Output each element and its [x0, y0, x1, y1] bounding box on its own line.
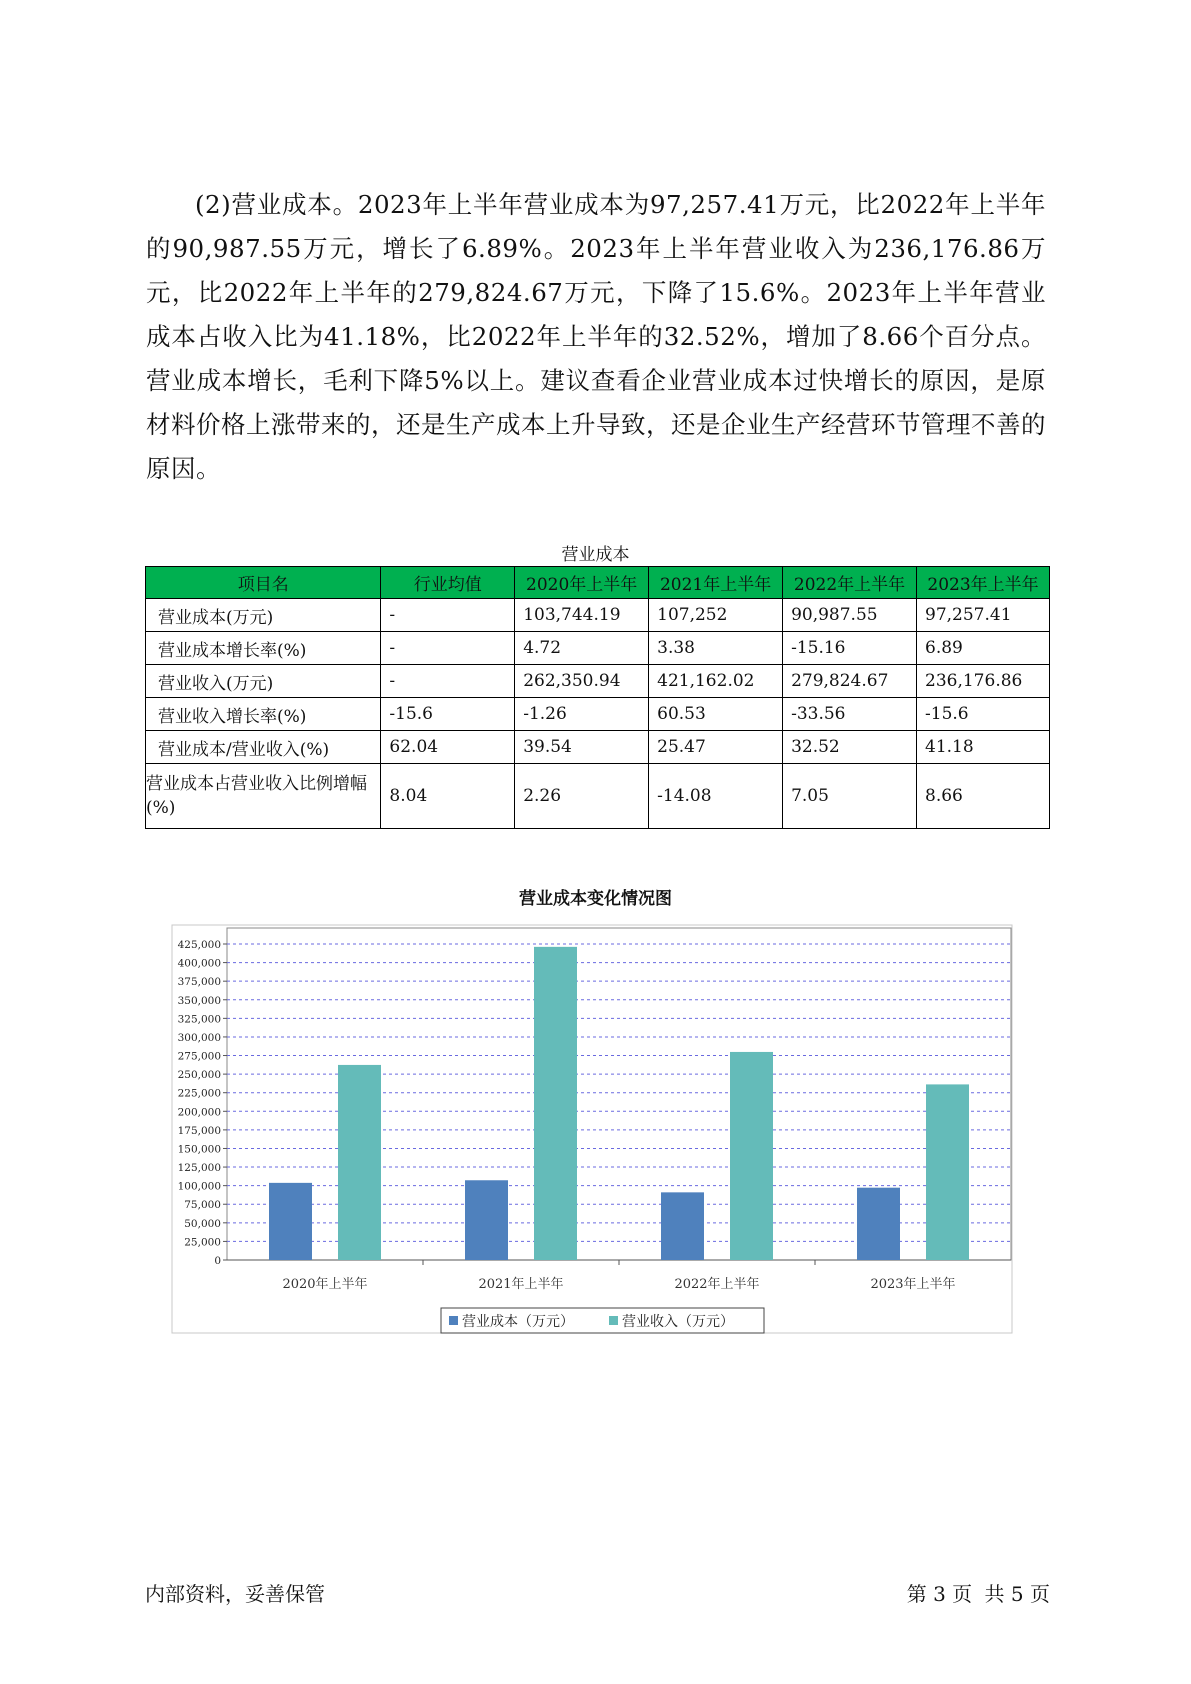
header-2020h1: 2020年上半年 — [515, 567, 649, 599]
row-label: 营业成本占营业收入比例增幅(%) — [146, 764, 381, 829]
table-cell: -1.26 — [515, 698, 649, 731]
bar-cost — [465, 1180, 508, 1260]
row-label: 营业成本/营业收入(%) — [146, 731, 381, 764]
table-cell: 103,744.19 — [515, 599, 649, 632]
footer-page-total: 共 5 页 — [984, 1582, 1050, 1606]
legend-swatch — [449, 1316, 458, 1325]
x-tick-label: 2022年上半年 — [674, 1277, 760, 1292]
y-tick-label: 75,000 — [184, 1199, 221, 1212]
bar-cost — [269, 1183, 312, 1260]
table-cell: -15.6 — [381, 698, 515, 731]
table-cell: 262,350.94 — [515, 665, 649, 698]
table-cell: 3.38 — [649, 632, 783, 665]
y-tick-label: 350,000 — [177, 994, 221, 1007]
header-2023h1: 2023年上半年 — [917, 567, 1050, 599]
table-cell: 6.89 — [917, 632, 1050, 665]
table-cell: - — [381, 632, 515, 665]
bar-cost — [857, 1188, 900, 1260]
y-tick-label: 125,000 — [177, 1162, 221, 1175]
header-2022h1: 2022年上半年 — [783, 567, 917, 599]
table-cell: 4.72 — [515, 632, 649, 665]
y-tick-label: 225,000 — [177, 1087, 221, 1100]
y-tick-label: 100,000 — [177, 1180, 221, 1193]
footer-confidential-note: 内部资料，妥善保管 — [145, 1582, 325, 1606]
y-tick-label: 325,000 — [177, 1013, 221, 1026]
table-cell: - — [381, 599, 515, 632]
header-industry-avg: 行业均值 — [381, 567, 515, 599]
bar-revenue — [730, 1052, 773, 1260]
body-paragraph: (2)营业成本。2023年上半年营业成本为97,257.41万元，比2022年上半年的90,987.55万元，增长了6.89%。2023年上半年营业收入为236,176.86万元，比2022年上半年的279,824.67万元，下降了15.6%。2023年上半年营业成本占收入比为41.18%，比2022年上半年的32.52%，增加了8.66个百分点。营业成本增长，毛利下降5%以上。建议查看企业营业成本过快增长的原因，是原材料价格上涨带来的，还是生产成本上升导致，还是企业生产经营环节管理不善的原因。 — [146, 190, 1046, 483]
table-cell: 62.04 — [381, 731, 515, 764]
footer-page-info — [907, 1578, 1050, 1607]
row-label: 营业成本(万元) — [146, 599, 381, 632]
y-tick-label: 150,000 — [177, 1143, 221, 1156]
row-label: 营业成本增长率(%) — [146, 632, 381, 665]
y-tick-label: 275,000 — [177, 1050, 221, 1063]
y-tick-label: 375,000 — [177, 976, 221, 989]
table-cell: 97,257.41 — [917, 599, 1050, 632]
footer-page-current: 第 3 页 — [906, 1582, 973, 1606]
legend-label: 营业收入（万元） — [622, 1314, 734, 1330]
table-cell: -14.08 — [649, 764, 783, 829]
chart-title: 营业成本变化情况图 — [519, 889, 672, 909]
row-label: 营业收入增长率(%) — [146, 698, 381, 731]
table-cell: 2.26 — [515, 764, 649, 829]
y-tick-label: 25,000 — [184, 1236, 221, 1249]
table-cell: -33.56 — [783, 698, 917, 731]
table-cell: 8.04 — [381, 764, 515, 829]
table-cell: - — [381, 665, 515, 698]
table-cell: 421,162.02 — [649, 665, 783, 698]
table-cell: 7.05 — [783, 764, 917, 829]
y-tick-label: 0 — [214, 1255, 221, 1267]
table-cell: 8.66 — [917, 764, 1050, 829]
bar-cost — [661, 1192, 704, 1260]
y-tick-label: 300,000 — [177, 1031, 221, 1044]
y-tick-label: 425,000 — [177, 939, 221, 951]
table-cell: 90,987.55 — [783, 599, 917, 632]
table-cell: 107,252 — [649, 599, 783, 632]
bar-revenue — [926, 1084, 969, 1260]
x-tick-label: 2023年上半年 — [870, 1277, 956, 1292]
table-caption: 营业成本 — [561, 545, 630, 565]
y-tick-label: 50,000 — [184, 1217, 221, 1230]
table-cell: 236,176.86 — [917, 665, 1050, 698]
legend-label: 营业成本（万元） — [462, 1314, 574, 1330]
table-cell: 279,824.67 — [783, 665, 917, 698]
header-2021h1: 2021年上半年 — [649, 567, 783, 599]
table-cell: 25.47 — [649, 731, 783, 764]
legend-swatch — [609, 1316, 618, 1325]
table-cell: -15.6 — [917, 698, 1050, 731]
table-cell: 39.54 — [515, 731, 649, 764]
table-cell: 41.18 — [917, 731, 1050, 764]
table-cell: 60.53 — [649, 698, 783, 731]
y-tick-label: 200,000 — [177, 1106, 221, 1119]
table-cell: 32.52 — [783, 731, 917, 764]
x-tick-label: 2021年上半年 — [478, 1277, 564, 1292]
y-tick-label: 400,000 — [177, 957, 221, 970]
x-tick-label: 2020年上半年 — [282, 1277, 368, 1292]
bar-revenue — [534, 947, 577, 1260]
row-label: 营业收入(万元) — [146, 665, 381, 698]
bar-revenue — [338, 1065, 381, 1260]
table-cell: -15.16 — [783, 632, 917, 665]
header-item-name: 项目名 — [146, 567, 381, 599]
y-tick-label: 175,000 — [177, 1124, 221, 1137]
y-tick-label: 250,000 — [177, 1069, 221, 1082]
